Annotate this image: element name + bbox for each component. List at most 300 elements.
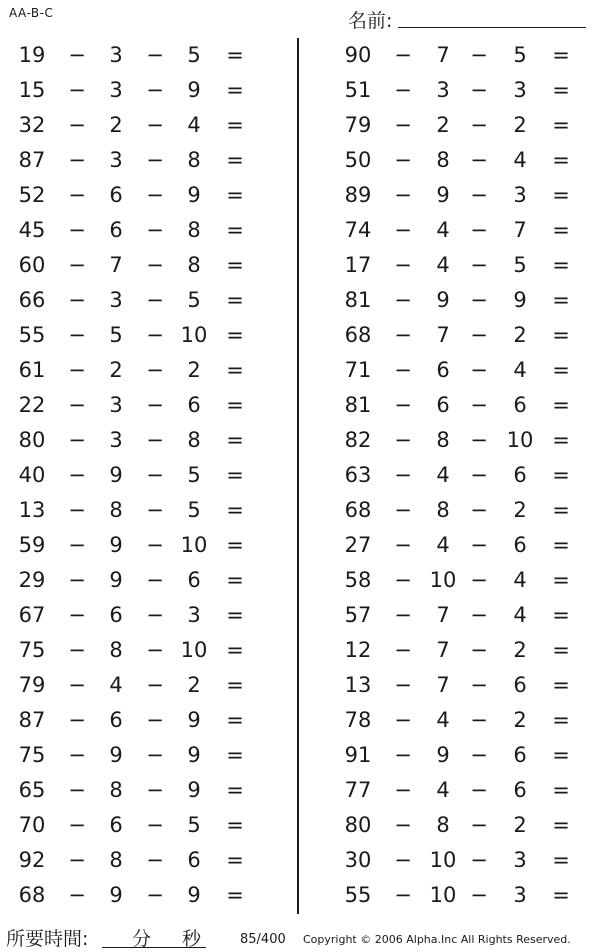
minus-sign: −: [394, 323, 412, 347]
right-problem-row: [300, 703, 600, 738]
subtrahend-1: 9: [109, 743, 123, 767]
minus-sign: −: [394, 43, 412, 67]
left-problem-row: [0, 878, 296, 913]
equals-sign: =: [226, 78, 244, 102]
minuend: 74: [344, 218, 372, 242]
minus-sign: −: [146, 43, 164, 67]
subtrahend-2: 5: [187, 498, 201, 522]
right-problem-row: [300, 73, 600, 108]
right-problem-row: [300, 283, 600, 318]
left-problem-row: [0, 353, 296, 388]
equals-sign: =: [226, 463, 244, 487]
minuend: 55: [18, 323, 46, 347]
equals-sign: =: [226, 288, 244, 312]
right-problem-row: [300, 108, 600, 143]
subtrahend-1: 3: [109, 78, 123, 102]
left-problem-row: [0, 73, 296, 108]
minus-sign: −: [394, 883, 412, 907]
equals-sign: =: [552, 533, 570, 557]
subtrahend-2: 3: [513, 848, 527, 872]
equals-sign: =: [226, 883, 244, 907]
minus-sign: −: [394, 638, 412, 662]
left-problem-row: [0, 703, 296, 738]
subtrahend-2: 6: [187, 848, 201, 872]
subtrahend-1: 10: [429, 883, 457, 907]
minus-sign: −: [68, 323, 86, 347]
subtrahend-1: 7: [436, 673, 450, 697]
equals-sign: =: [226, 113, 244, 137]
subtrahend-1: 5: [109, 323, 123, 347]
minus-sign: −: [68, 673, 86, 697]
minuend: 91: [344, 743, 372, 767]
minus-sign: −: [146, 323, 164, 347]
equals-sign: =: [552, 358, 570, 382]
minus-sign: −: [470, 253, 488, 277]
minus-sign: −: [394, 393, 412, 417]
minus-sign: −: [68, 43, 86, 67]
subtrahend-1: 7: [436, 43, 450, 67]
minus-sign: −: [68, 813, 86, 837]
minuend: 50: [344, 148, 372, 172]
subtrahend-2: 9: [187, 778, 201, 802]
right-problem-row: [300, 598, 600, 633]
equals-sign: =: [552, 743, 570, 767]
minuend: 81: [344, 288, 372, 312]
subtrahend-1: 9: [436, 183, 450, 207]
subtrahend-1: 9: [109, 463, 123, 487]
subtrahend-2: 6: [513, 743, 527, 767]
subtrahend-2: 4: [513, 148, 527, 172]
minus-sign: −: [68, 218, 86, 242]
minuend: 63: [344, 463, 372, 487]
minus-sign: −: [470, 358, 488, 382]
minus-sign: −: [146, 568, 164, 592]
right-problem-row: [300, 633, 600, 668]
subtrahend-2: 4: [513, 603, 527, 627]
equals-sign: =: [226, 778, 244, 802]
minuend: 81: [344, 393, 372, 417]
minus-sign: −: [470, 288, 488, 312]
subtrahend-1: 3: [436, 78, 450, 102]
right-problem-row: [300, 353, 600, 388]
minuend: 75: [18, 638, 46, 662]
equals-sign: =: [552, 148, 570, 172]
minus-sign: −: [394, 533, 412, 557]
subtrahend-2: 6: [513, 533, 527, 557]
subtrahend-1: 7: [436, 638, 450, 662]
minus-sign: −: [68, 498, 86, 522]
minus-sign: −: [394, 848, 412, 872]
right-problem-row: [300, 458, 600, 493]
minuend: 17: [344, 253, 372, 277]
minuend: 79: [344, 113, 372, 137]
subtrahend-2: 2: [513, 113, 527, 137]
subtrahend-2: 2: [187, 358, 201, 382]
minuend: 68: [344, 498, 372, 522]
equals-sign: =: [226, 253, 244, 277]
minus-sign: −: [146, 393, 164, 417]
minus-sign: −: [146, 148, 164, 172]
subtrahend-2: 10: [506, 428, 534, 452]
equals-sign: =: [226, 848, 244, 872]
right-problem-row: [300, 213, 600, 248]
subtrahend-2: 10: [180, 638, 208, 662]
subtrahend-2: 4: [187, 113, 201, 137]
right-problem-row: [300, 493, 600, 528]
minus-sign: −: [394, 78, 412, 102]
subtrahend-1: 8: [109, 498, 123, 522]
subtrahend-2: 3: [187, 603, 201, 627]
minus-sign: −: [394, 673, 412, 697]
left-problem-row: [0, 528, 296, 563]
subtrahend-2: 2: [513, 498, 527, 522]
subtrahend-2: 4: [513, 358, 527, 382]
subtrahend-2: 8: [187, 428, 201, 452]
left-problem-row: [0, 143, 296, 178]
minus-sign: −: [470, 113, 488, 137]
minuend: 66: [18, 288, 46, 312]
minuend: 65: [18, 778, 46, 802]
minus-sign: −: [68, 778, 86, 802]
minus-sign: −: [68, 708, 86, 732]
minuend: 58: [344, 568, 372, 592]
subtrahend-2: 8: [187, 253, 201, 277]
minus-sign: −: [146, 183, 164, 207]
minus-sign: −: [394, 358, 412, 382]
subtrahend-2: 5: [513, 43, 527, 67]
worksheet-code: AA-B-C: [9, 6, 54, 20]
minus-sign: −: [394, 708, 412, 732]
subtrahend-2: 4: [513, 568, 527, 592]
subtrahend-2: 2: [513, 638, 527, 662]
subtrahend-2: 5: [187, 43, 201, 67]
subtrahend-2: 6: [187, 393, 201, 417]
minus-sign: −: [394, 113, 412, 137]
subtrahend-1: 3: [109, 43, 123, 67]
equals-sign: =: [552, 218, 570, 242]
minuend: 13: [344, 673, 372, 697]
minus-sign: −: [470, 603, 488, 627]
minuend: 80: [18, 428, 46, 452]
subtrahend-2: 7: [513, 218, 527, 242]
right-problem-row: [300, 38, 600, 73]
minus-sign: −: [394, 498, 412, 522]
minus-sign: −: [146, 253, 164, 277]
subtrahend-1: 4: [436, 253, 450, 277]
minus-sign: −: [470, 148, 488, 172]
column-divider: [297, 38, 299, 914]
right-problem-row: [300, 248, 600, 283]
minus-sign: −: [470, 498, 488, 522]
minuend: 52: [18, 183, 46, 207]
subtrahend-2: 2: [513, 708, 527, 732]
minuend: 40: [18, 463, 46, 487]
right-problem-row: [300, 423, 600, 458]
minuend: 82: [344, 428, 372, 452]
subtrahend-2: 3: [513, 883, 527, 907]
minus-sign: −: [470, 568, 488, 592]
subtrahend-2: 8: [187, 148, 201, 172]
subtrahend-2: 2: [187, 673, 201, 697]
minus-sign: −: [68, 358, 86, 382]
minus-sign: −: [146, 638, 164, 662]
minus-sign: −: [146, 498, 164, 522]
minus-sign: −: [470, 183, 488, 207]
subtrahend-1: 8: [436, 498, 450, 522]
subtrahend-2: 3: [513, 183, 527, 207]
minuend: 60: [18, 253, 46, 277]
equals-sign: =: [226, 428, 244, 452]
minus-sign: −: [470, 43, 488, 67]
minutes-label: 分: [132, 928, 152, 950]
minus-sign: −: [146, 743, 164, 767]
minus-sign: −: [394, 463, 412, 487]
right-problem-row: [300, 668, 600, 703]
left-problem-row: [0, 563, 296, 598]
copyright-notice: Copyright © 2006 Alpha.Inc All Rights Reserved.: [303, 933, 571, 946]
subtrahend-2: 2: [513, 323, 527, 347]
minus-sign: −: [146, 708, 164, 732]
subtrahend-1: 9: [109, 533, 123, 557]
equals-sign: =: [552, 113, 570, 137]
minuend: 59: [18, 533, 46, 557]
left-problem-row: [0, 458, 296, 493]
subtrahend-1: 6: [109, 183, 123, 207]
minuend: 78: [344, 708, 372, 732]
name-input-line[interactable]: [398, 27, 586, 28]
minuend: 15: [18, 78, 46, 102]
subtrahend-1: 6: [436, 358, 450, 382]
minuend: 30: [344, 848, 372, 872]
minus-sign: −: [146, 463, 164, 487]
subtrahend-1: 8: [436, 813, 450, 837]
minuend: 70: [18, 813, 46, 837]
minuend: 89: [344, 183, 372, 207]
equals-sign: =: [552, 848, 570, 872]
equals-sign: =: [226, 218, 244, 242]
minuend: 32: [18, 113, 46, 137]
subtrahend-1: 3: [109, 288, 123, 312]
minus-sign: −: [470, 428, 488, 452]
equals-sign: =: [552, 883, 570, 907]
subtrahend-1: 6: [109, 603, 123, 627]
equals-sign: =: [552, 393, 570, 417]
minuend: 67: [18, 603, 46, 627]
minuend: 92: [18, 848, 46, 872]
minuend: 68: [344, 323, 372, 347]
minus-sign: −: [394, 778, 412, 802]
subtrahend-1: 2: [109, 113, 123, 137]
minus-sign: −: [68, 148, 86, 172]
equals-sign: =: [226, 533, 244, 557]
subtrahend-1: 8: [109, 848, 123, 872]
subtrahend-2: 9: [513, 288, 527, 312]
subtrahend-2: 10: [180, 533, 208, 557]
subtrahend-2: 9: [187, 78, 201, 102]
minus-sign: −: [68, 568, 86, 592]
right-problem-row: [300, 528, 600, 563]
minus-sign: −: [146, 673, 164, 697]
left-problem-row: [0, 808, 296, 843]
minuend: 75: [18, 743, 46, 767]
subtrahend-2: 9: [187, 708, 201, 732]
left-problem-row: [0, 248, 296, 283]
equals-sign: =: [552, 603, 570, 627]
subtrahend-1: 8: [436, 148, 450, 172]
minus-sign: −: [470, 743, 488, 767]
equals-sign: =: [552, 673, 570, 697]
minus-sign: −: [394, 218, 412, 242]
subtrahend-1: 3: [109, 148, 123, 172]
equals-sign: =: [226, 568, 244, 592]
subtrahend-2: 5: [187, 463, 201, 487]
subtrahend-1: 10: [429, 848, 457, 872]
subtrahend-1: 4: [436, 218, 450, 242]
equals-sign: =: [226, 708, 244, 732]
minuend: 51: [344, 78, 372, 102]
minus-sign: −: [68, 428, 86, 452]
subtrahend-1: 9: [436, 288, 450, 312]
left-problem-row: [0, 738, 296, 773]
subtrahend-2: 9: [187, 883, 201, 907]
equals-sign: =: [226, 148, 244, 172]
minus-sign: −: [470, 673, 488, 697]
right-problem-row: [300, 388, 600, 423]
equals-sign: =: [552, 288, 570, 312]
equals-sign: =: [226, 323, 244, 347]
subtrahend-1: 6: [109, 813, 123, 837]
seconds-label: 秒: [182, 928, 202, 950]
minus-sign: −: [146, 288, 164, 312]
subtrahend-1: 9: [109, 568, 123, 592]
subtrahend-2: 5: [187, 813, 201, 837]
minuend: 12: [344, 638, 372, 662]
minus-sign: −: [68, 638, 86, 662]
subtrahend-2: 2: [513, 813, 527, 837]
equals-sign: =: [552, 778, 570, 802]
subtrahend-1: 10: [429, 568, 457, 592]
subtrahend-1: 2: [436, 113, 450, 137]
minus-sign: −: [146, 428, 164, 452]
minus-sign: −: [68, 533, 86, 557]
name-label: 名前:: [348, 10, 393, 32]
minuend: 77: [344, 778, 372, 802]
left-problem-row: [0, 493, 296, 528]
minus-sign: −: [68, 393, 86, 417]
minuend: 79: [18, 673, 46, 697]
minus-sign: −: [146, 603, 164, 627]
equals-sign: =: [226, 673, 244, 697]
equals-sign: =: [552, 463, 570, 487]
minus-sign: −: [470, 78, 488, 102]
subtrahend-1: 3: [109, 428, 123, 452]
equals-sign: =: [226, 603, 244, 627]
right-problem-row: [300, 773, 600, 808]
minus-sign: −: [394, 603, 412, 627]
subtrahend-1: 8: [109, 778, 123, 802]
subtrahend-2: 9: [187, 743, 201, 767]
subtrahend-1: 4: [109, 673, 123, 697]
right-problem-row: [300, 843, 600, 878]
minuend: 90: [344, 43, 372, 67]
subtrahend-1: 6: [109, 708, 123, 732]
minuend: 45: [18, 218, 46, 242]
minus-sign: −: [470, 883, 488, 907]
minus-sign: −: [68, 113, 86, 137]
equals-sign: =: [552, 498, 570, 522]
equals-sign: =: [552, 568, 570, 592]
minus-sign: −: [146, 358, 164, 382]
minuend: 29: [18, 568, 46, 592]
minuend: 13: [18, 498, 46, 522]
minuend: 68: [18, 883, 46, 907]
minuend: 71: [344, 358, 372, 382]
minus-sign: −: [68, 78, 86, 102]
minus-sign: −: [470, 463, 488, 487]
left-problem-row: [0, 668, 296, 703]
subtrahend-2: 9: [187, 183, 201, 207]
right-problem-row: [300, 878, 600, 913]
equals-sign: =: [552, 638, 570, 662]
minus-sign: −: [394, 743, 412, 767]
subtrahend-1: 4: [436, 463, 450, 487]
subtrahend-1: 7: [109, 253, 123, 277]
minus-sign: −: [470, 778, 488, 802]
equals-sign: =: [226, 638, 244, 662]
equals-sign: =: [552, 253, 570, 277]
subtrahend-1: 7: [436, 603, 450, 627]
minus-sign: −: [470, 848, 488, 872]
minus-sign: −: [146, 883, 164, 907]
minus-sign: −: [394, 183, 412, 207]
subtrahend-1: 6: [109, 218, 123, 242]
subtrahend-1: 6: [436, 393, 450, 417]
minuend: 19: [18, 43, 46, 67]
minus-sign: −: [470, 218, 488, 242]
minus-sign: −: [68, 288, 86, 312]
minuend: 80: [344, 813, 372, 837]
equals-sign: =: [226, 393, 244, 417]
minus-sign: −: [146, 78, 164, 102]
minus-sign: −: [470, 813, 488, 837]
subtrahend-2: 6: [513, 393, 527, 417]
left-problem-row: [0, 178, 296, 213]
page-number: 85/400: [240, 932, 286, 947]
minus-sign: −: [394, 253, 412, 277]
minus-sign: −: [68, 603, 86, 627]
right-problem-row: [300, 563, 600, 598]
equals-sign: =: [552, 813, 570, 837]
left-problem-row: [0, 843, 296, 878]
equals-sign: =: [226, 498, 244, 522]
subtrahend-1: 2: [109, 358, 123, 382]
subtrahend-1: 3: [109, 393, 123, 417]
minus-sign: −: [470, 533, 488, 557]
equals-sign: =: [552, 323, 570, 347]
equals-sign: =: [552, 43, 570, 67]
subtrahend-1: 8: [436, 428, 450, 452]
minuend: 87: [18, 148, 46, 172]
left-problem-row: [0, 388, 296, 423]
subtrahend-1: 4: [436, 778, 450, 802]
right-problem-row: [300, 143, 600, 178]
subtrahend-2: 6: [513, 463, 527, 487]
left-problem-row: [0, 283, 296, 318]
subtrahend-2: 5: [513, 253, 527, 277]
minus-sign: −: [146, 848, 164, 872]
right-problem-row: [300, 318, 600, 353]
minus-sign: −: [68, 743, 86, 767]
